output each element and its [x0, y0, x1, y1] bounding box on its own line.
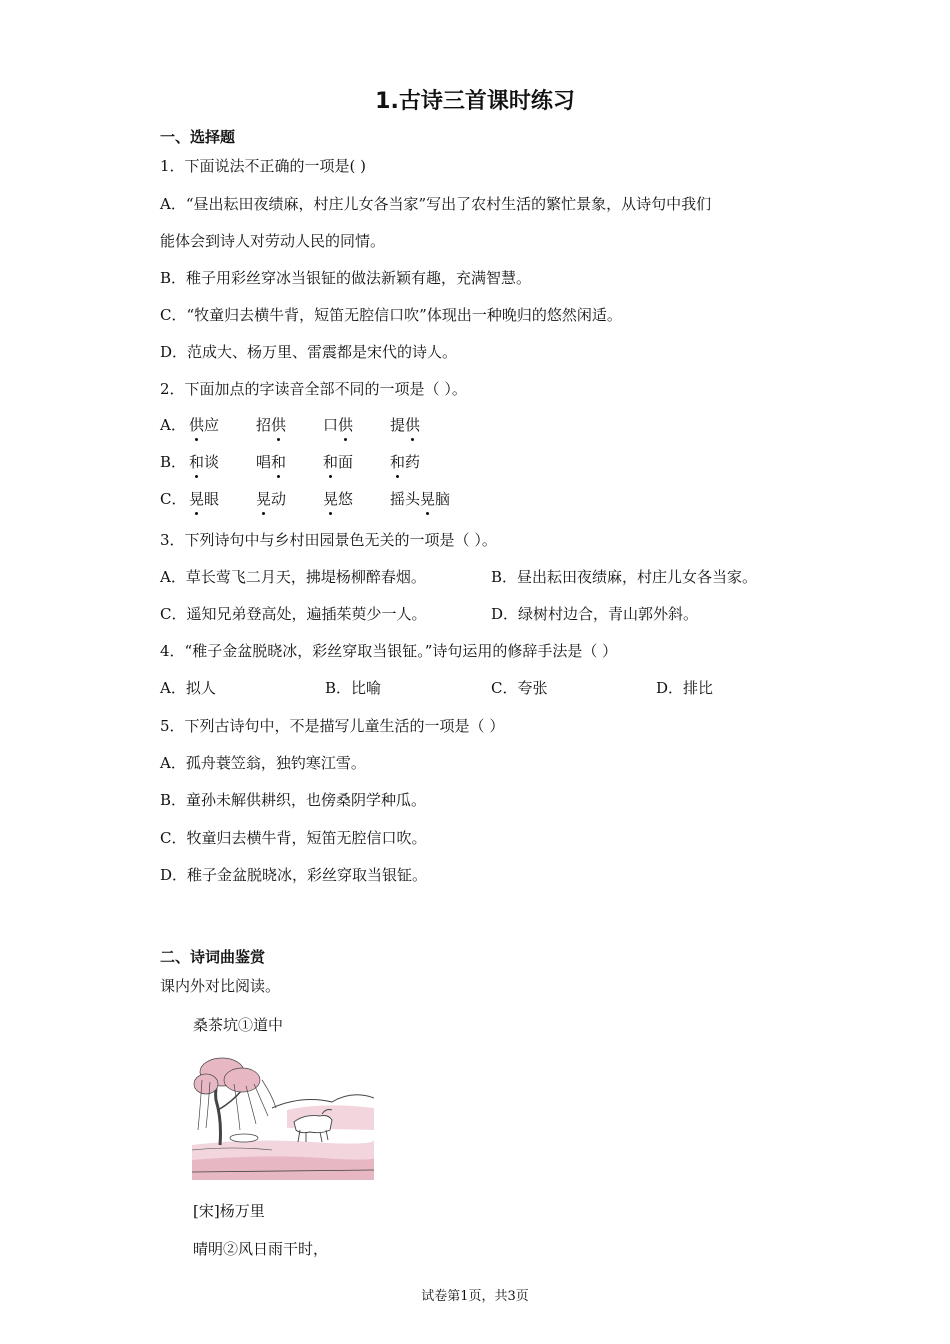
page-title: 1.古诗三首课时练习 — [375, 89, 575, 114]
question-4-stem: 4．“稚子金盆脱晓冰，彩丝穿取当银钲。”诗句运用的修辞手法是（ ） — [160, 642, 618, 660]
word-2: 招供 — [256, 416, 287, 434]
question-4-option-a: A．拟人 — [160, 679, 216, 697]
question-5-option-b: B．童孙未解供耕织，也傍桑阴学种瓜。 — [160, 791, 427, 809]
question-4-option-d: D．排比 — [656, 679, 714, 697]
word-2: 晃动 — [256, 490, 287, 508]
dotted-char: 和 — [390, 453, 406, 471]
section-heading-choice: 一、选择题 — [160, 128, 236, 146]
dotted-char: 晃 — [323, 490, 339, 508]
question-3-option-b: B．昼出耘田夜绩麻，村庄儿女各当家。 — [491, 568, 758, 586]
option-label: A． — [160, 416, 186, 434]
word-1: 和谈 — [189, 453, 220, 471]
question-1-option-d: D．范成大、杨万里、雷震都是宋代的诗人。 — [160, 343, 458, 361]
word-3: 晃悠 — [323, 490, 354, 508]
dotted-char: 供 — [189, 416, 205, 434]
page-footer: 试卷第1页，共3页 — [421, 1289, 529, 1304]
word-2: 唱和 — [256, 453, 287, 471]
dotted-char: 供 — [271, 416, 287, 434]
question-5-option-c: C．牧童归去横牛背，短笛无腔信口吹。 — [160, 829, 427, 847]
question-5-option-d: D．稚子金盆脱晓冰，彩丝穿取当银钲。 — [160, 866, 428, 884]
dotted-char: 晃 — [420, 490, 436, 508]
dotted-char: 和 — [271, 453, 287, 471]
question-1-stem: 1．下面说法不正确的一项是( ) — [160, 157, 367, 175]
word-4: 摇头晃脑 — [390, 490, 451, 508]
question-1-option-a: A．“昼出耘田夜绩麻，村庄儿女各当家”写出了农村生活的繁忙景象，从诗句中我们 — [160, 195, 712, 213]
question-4-option-b: B．比喻 — [325, 679, 382, 697]
option-label: C． — [160, 490, 187, 508]
reading-intro: 课内外对比阅读。 — [160, 977, 281, 995]
poem-title: 桑茶坑①道中 — [193, 1016, 284, 1034]
landscape-illustration-icon — [192, 1050, 374, 1180]
dotted-char: 供 — [338, 416, 354, 434]
question-5-stem: 5．下列古诗句中，不是描写儿童生活的一项是（ ） — [160, 717, 505, 735]
question-3-stem: 3．下列诗句中与乡村田园景色无关的一项是（ ）。 — [160, 531, 497, 549]
question-2-stem: 2．下面加点的字读音全部不同的一项是（ ）。 — [160, 380, 467, 398]
dotted-char: 和 — [323, 453, 339, 471]
dotted-char: 晃 — [256, 490, 272, 508]
question-1-option-c: C．“牧童归去横牛背，短笛无腔信口吹”体现出一种晚归的悠然闲适。 — [160, 306, 622, 324]
option-label: B． — [160, 453, 187, 471]
question-1-option-b: B．稚子用彩丝穿冰当银钲的做法新颖有趣，充满智慧。 — [160, 269, 532, 287]
question-5-option-a: A．孤舟蓑笠翁，独钓寒江雪。 — [160, 754, 366, 772]
poem-author: [宋]杨万里 — [193, 1202, 265, 1220]
word-3: 和面 — [323, 453, 354, 471]
question-3-option-c: C．遥知兄弟登高处，遍插茱萸少一人。 — [160, 605, 427, 623]
word-1: 晃眼 — [189, 490, 220, 508]
dotted-char: 供 — [405, 416, 421, 434]
dotted-char: 和 — [189, 453, 205, 471]
section-heading-poetry: 二、诗词曲鉴赏 — [160, 948, 266, 966]
question-3-option-d: D．绿树村边合，青山郭外斜。 — [491, 605, 699, 623]
dotted-char: 晃 — [189, 490, 205, 508]
word-4: 和药 — [390, 453, 421, 471]
question-3-option-a: A．草长莺飞二月天，拂堤杨柳醉春烟。 — [160, 568, 426, 586]
question-1-option-a-cont: 能体会到诗人对劳动人民的同情。 — [160, 232, 386, 250]
word-1: 供应 — [189, 416, 220, 434]
poem-line-1: 晴明②风日雨干时， — [193, 1240, 329, 1258]
question-4-option-c: C．夸张 — [491, 679, 548, 697]
word-3: 口供 — [323, 416, 354, 434]
word-4: 提供 — [390, 416, 421, 434]
